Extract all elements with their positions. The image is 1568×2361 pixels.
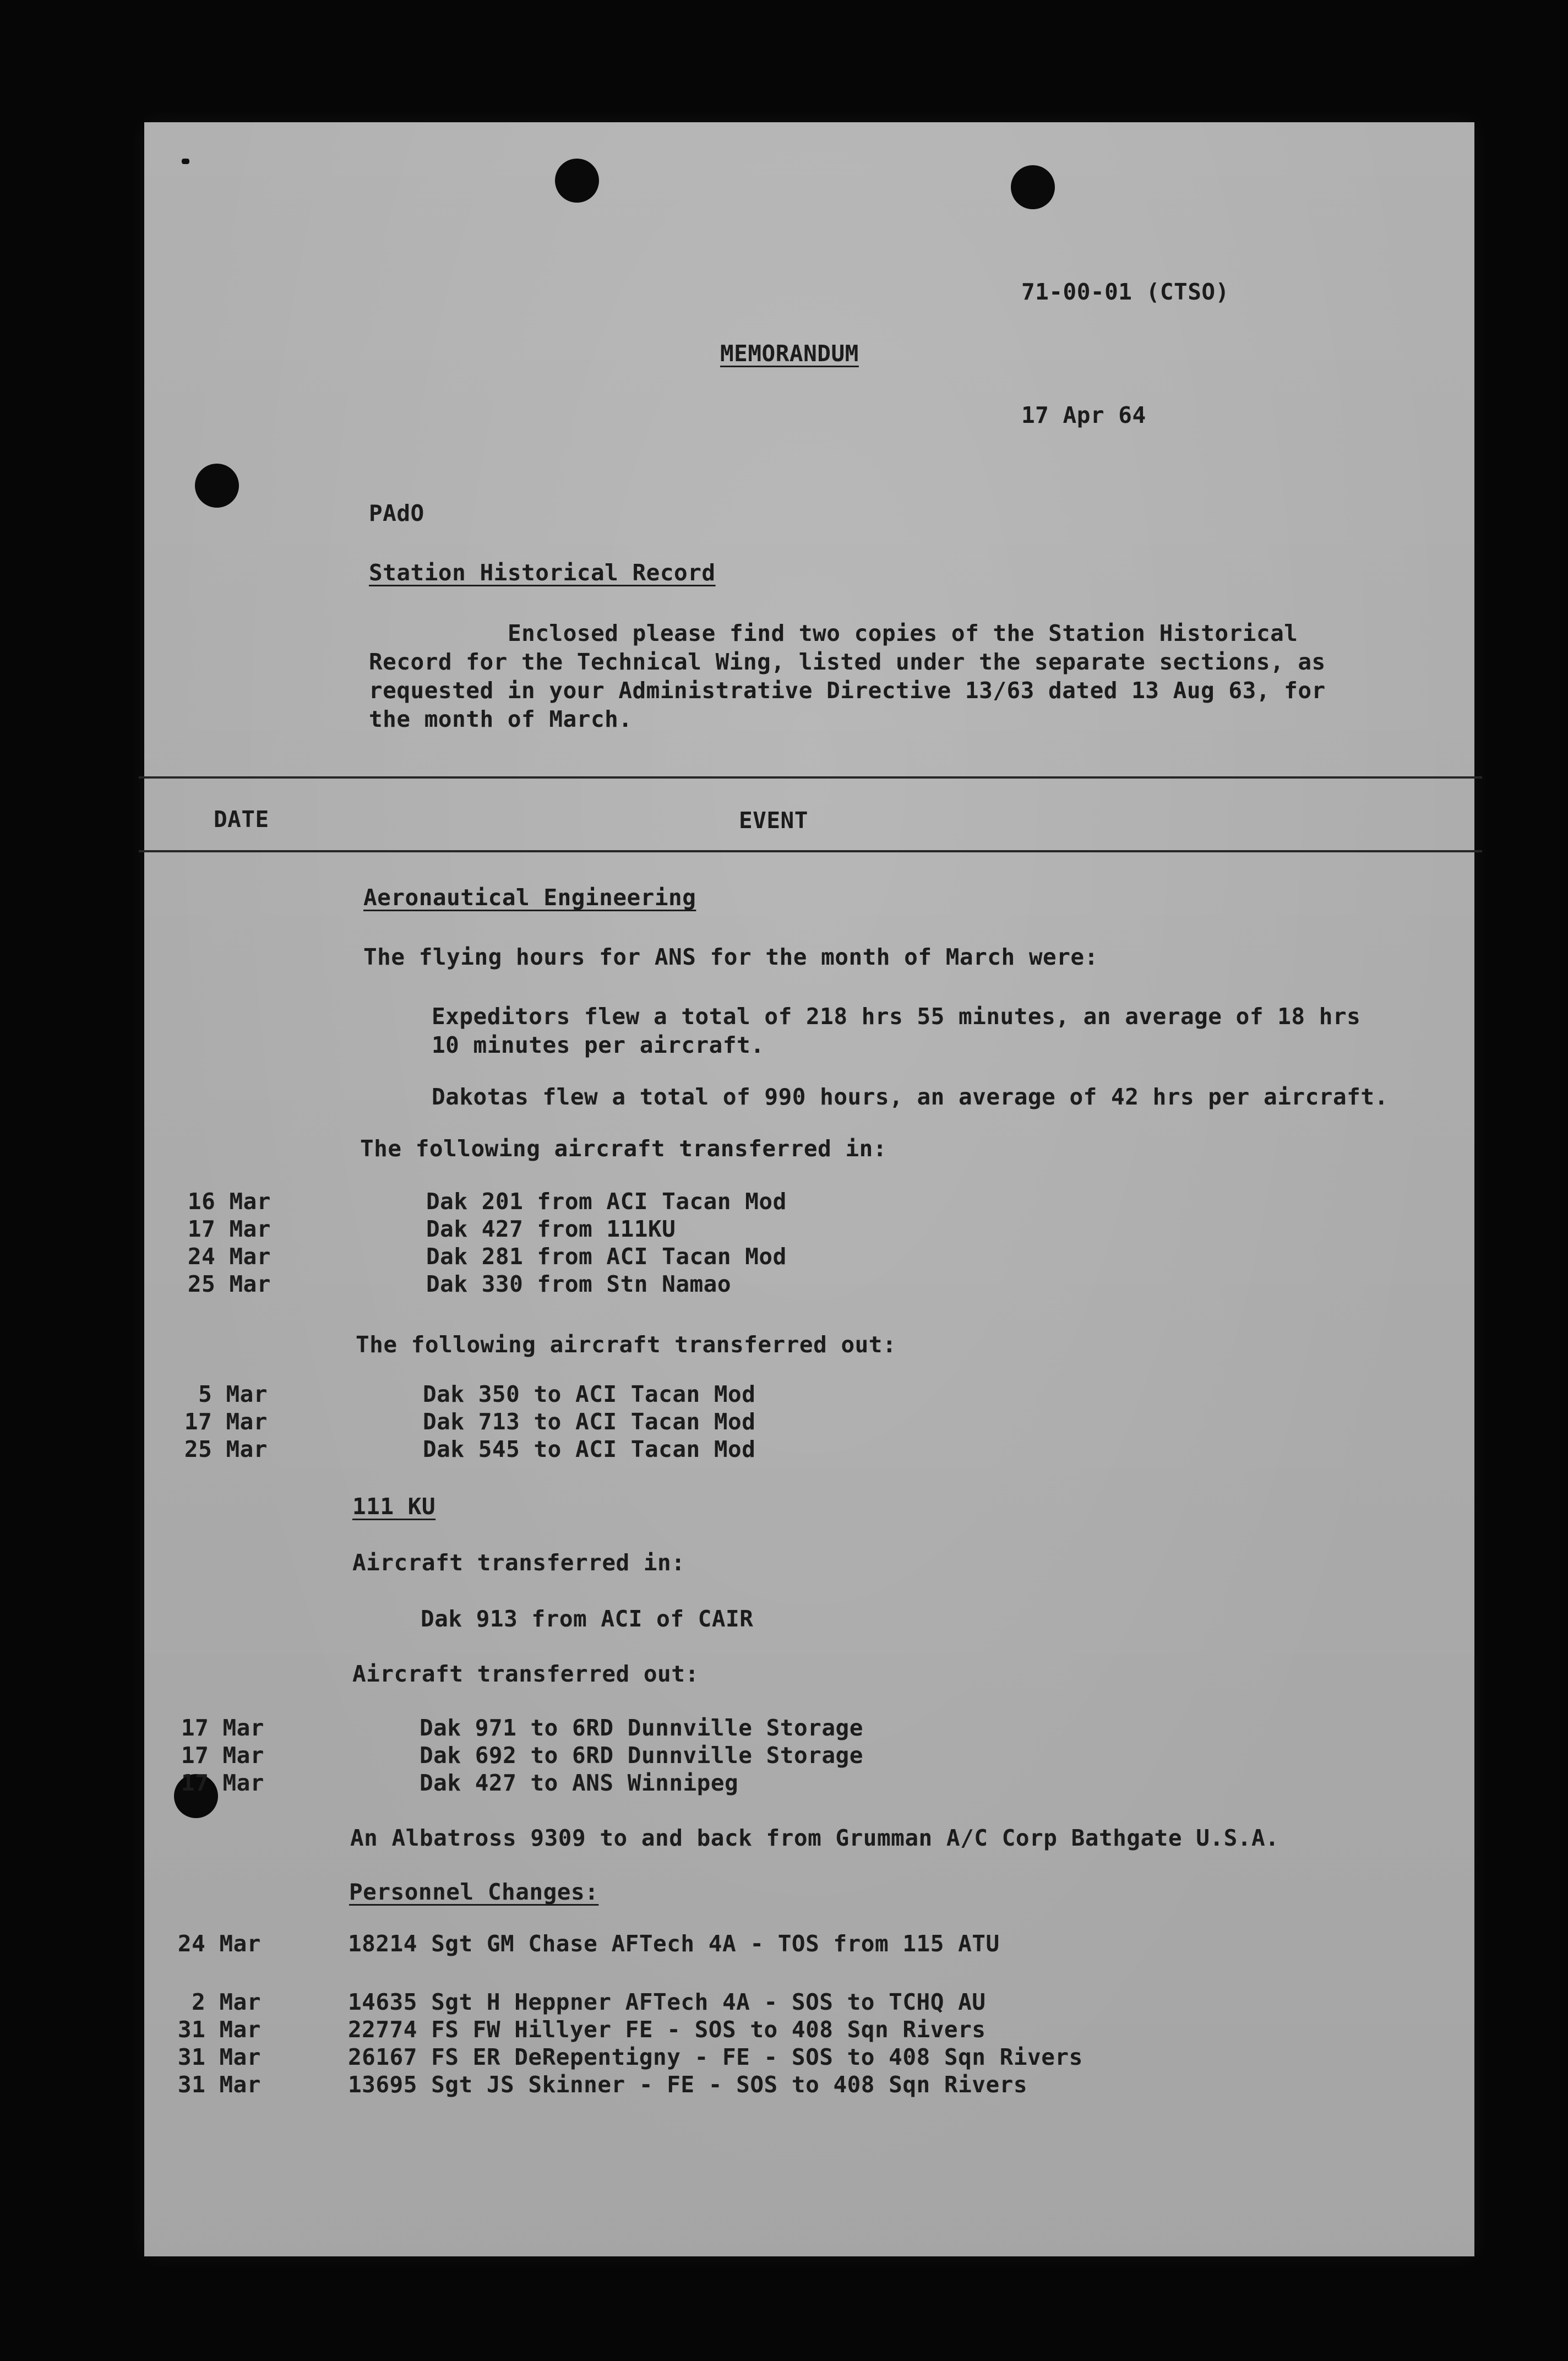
entry-event: Dak 350 to ACI Tacan Mod: [423, 1381, 756, 1407]
entry-event: Dak 545 to ACI Tacan Mod: [423, 1436, 756, 1462]
entry-date: 24 Mar: [187, 1243, 271, 1270]
entry-event: Dak 971 to 6RD Dunnville Storage: [420, 1715, 863, 1741]
ku-in-intro: Aircraft transferred in:: [352, 1549, 685, 1576]
punch-hole: [1011, 165, 1055, 209]
file-reference: 71-00-01 (CTSO): [1021, 279, 1229, 305]
entry-date: 31 Mar: [177, 2071, 261, 2098]
document-page: [144, 122, 1474, 2256]
entry-event: Dak 330 from Stn Namao: [426, 1271, 732, 1297]
table-header-rule: [139, 850, 1482, 852]
corner-mark: [182, 159, 189, 164]
dakotas-line: Dakotas flew a total of 990 hours, an average of 42 hrs per aircraft.: [432, 1084, 1389, 1110]
albatross-line: An Albatross 9309 to and back from Grumman A/C Corp Bathgate U.S.A.: [350, 1825, 1280, 1851]
aircraft-in-intro: The following aircraft transferred in:: [360, 1135, 887, 1162]
entry-date: 24 Mar: [177, 1930, 261, 1957]
expeditors-line-2: 10 minutes per aircraft.: [432, 1032, 765, 1058]
intro-line-1: Enclosed please find two copies of the Station Historical: [508, 620, 1298, 646]
entry-event: 26167 FS ER DeRepentigny - FE - SOS to 408 Sqn Rivers: [348, 2044, 1083, 2070]
date-column-header: DATE: [214, 806, 269, 833]
entry-event: Dak 427 to ANS Winnipeg: [420, 1770, 739, 1796]
memo-date: 17 Apr 64: [1021, 402, 1146, 428]
entry-event: Dak 281 from ACI Tacan Mod: [426, 1243, 787, 1270]
entry-date: 17 Mar: [184, 1408, 268, 1435]
entry-date: 17 Mar: [181, 1742, 264, 1769]
memo-subject: Station Historical Record: [369, 559, 716, 586]
expeditors-line-1: Expeditors flew a total of 218 hrs 55 minutes, an average of 18 hrs: [432, 1003, 1361, 1030]
memo-title: MEMORANDUM: [720, 340, 859, 367]
intro-line-4: the month of March.: [369, 706, 633, 732]
entry-date: 2 Mar: [192, 1989, 261, 2015]
intro-line-3: requested in your Administrative Directive 13/63 dated 13 Aug 63, for: [369, 677, 1326, 704]
entry-event: 13695 Sgt JS Skinner - FE - SOS to 408 Sqn Rivers: [348, 2071, 1028, 2098]
entry-event: Dak 713 to ACI Tacan Mod: [423, 1408, 756, 1435]
aircraft-out-intro: The following aircraft transferred out:: [356, 1331, 897, 1358]
entry-event: Dak 692 to 6RD Dunnville Storage: [420, 1742, 863, 1769]
table-top-rule: [139, 776, 1482, 779]
entry-event: 14635 Sgt H Heppner AFTech 4A - SOS to TCHQ AU: [348, 1989, 986, 2015]
flying-hours-intro: The flying hours for ANS for the month of March were:: [363, 944, 1098, 970]
entry-date: 17 Mar: [187, 1216, 271, 1242]
entry-date: 31 Mar: [177, 2016, 261, 2043]
personnel-heading: Personnel Changes:: [349, 1879, 599, 1905]
entry-date: 25 Mar: [187, 1271, 271, 1297]
event-column-header: EVENT: [739, 807, 808, 834]
punch-hole: [195, 464, 239, 508]
entry-event: 22774 FS FW Hillyer FE - SOS to 408 Sqn Rivers: [348, 2016, 986, 2043]
entry-date: 25 Mar: [184, 1436, 268, 1462]
ku-in-event: Dak 913 from ACI of CAIR: [421, 1606, 754, 1632]
entry-event: Dak 427 from 111KU: [426, 1216, 676, 1242]
ku-heading: 111 KU: [352, 1493, 436, 1520]
entry-date: 31 Mar: [177, 2044, 261, 2070]
entry-date: 17 Mar: [181, 1715, 264, 1741]
entry-date: 17 Mar: [181, 1770, 264, 1796]
entry-event: 18214 Sgt GM Chase AFTech 4A - TOS from 115 ATU: [348, 1930, 1000, 1957]
entry-event: Dak 201 from ACI Tacan Mod: [426, 1188, 787, 1215]
entry-date: 16 Mar: [187, 1188, 271, 1215]
punch-hole: [555, 159, 599, 203]
entry-date: 5 Mar: [198, 1381, 268, 1407]
aero-heading: Aeronautical Engineering: [363, 884, 696, 911]
addressee: PAdO: [369, 500, 424, 526]
ku-out-intro: Aircraft transferred out:: [352, 1661, 699, 1687]
intro-line-2: Record for the Technical Wing, listed under the separate sections, as: [369, 649, 1326, 675]
